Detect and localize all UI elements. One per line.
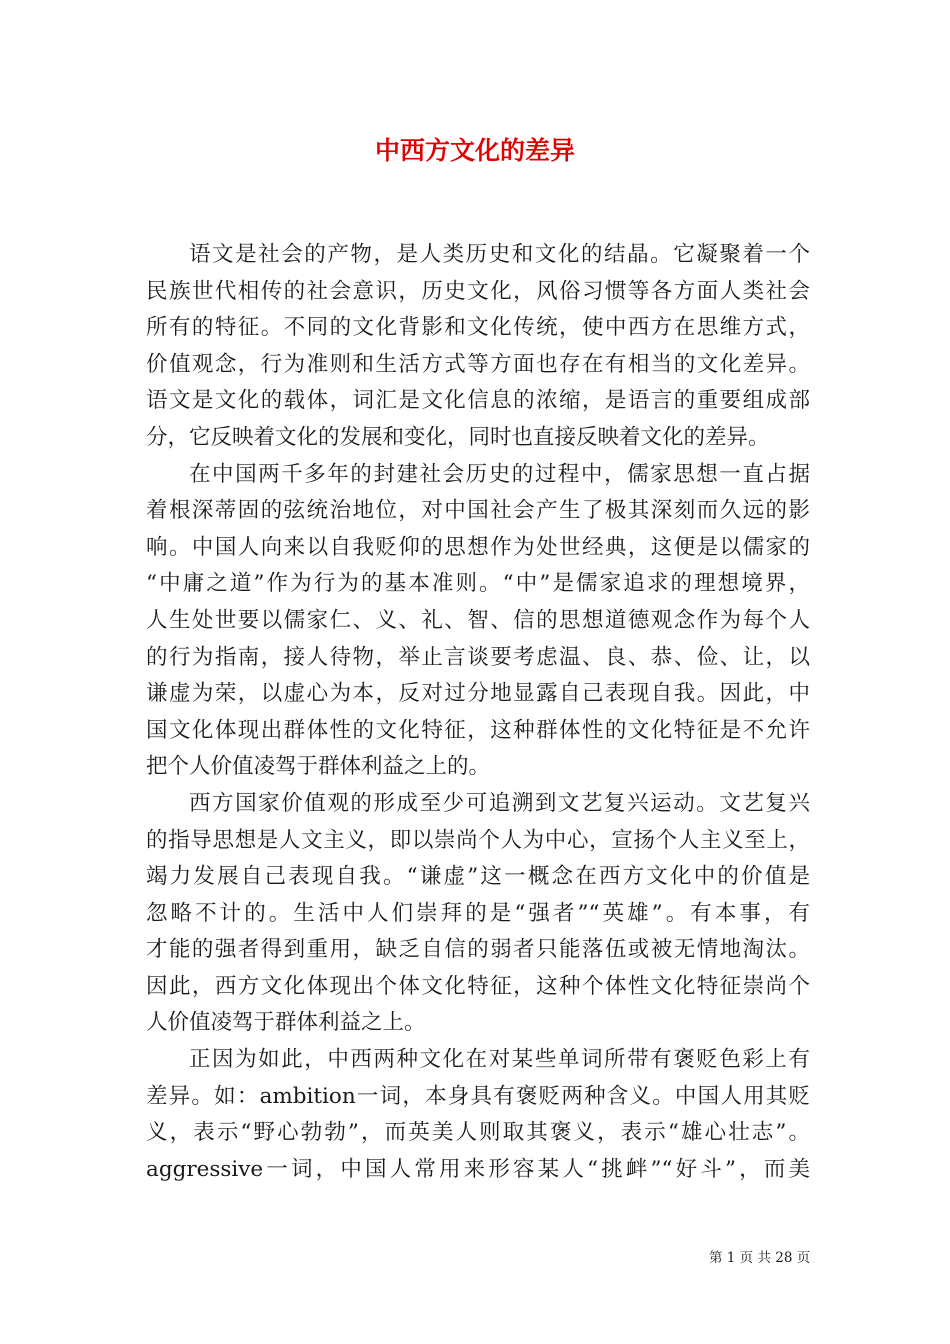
text-line: 忽略不计的。生活中人们崇拜的是“强者”“英雄”。有本事，有 xyxy=(146,900,810,926)
text-line: 民族世代相传的社会意识，历史文化，风俗习惯等各方面人类社会 xyxy=(146,278,810,304)
text-line: 差异。如：ambition一词，本身具有褒贬两种含义。中国人用其贬 xyxy=(146,1083,810,1109)
text-line: 人价值凌驾于群体利益之上。 xyxy=(146,1010,426,1036)
text-line: 的指导思想是人文主义，即以崇尚个人为中心，宣扬个人主义至上， xyxy=(146,827,810,853)
text-line: 响。中国人向来以自我贬仰的思想作为处世经典，这便是以儒家的 xyxy=(146,534,810,560)
text-line: 西方国家价值观的形成至少可追溯到文艺复兴运动。文艺复兴 xyxy=(189,790,810,816)
document-title: 中西方文化的差异 xyxy=(374,136,575,165)
text-line: 因此，西方文化体现出个体文化特征，这种个体性文化特征崇尚个 xyxy=(146,973,810,999)
text-line: 义，表示“野心勃勃”，而英美人则取其褒义，表示“雄心壮志”。 xyxy=(146,1120,810,1146)
text-line: 竭力发展自己表现自我。“谦虚”这一概念在西方文化中的价值是 xyxy=(146,864,810,890)
text-line: 语文是文化的载体，词汇是文化信息的浓缩，是语言的重要组成部 xyxy=(146,388,810,414)
text-line: 语文是社会的产物，是人类历史和文化的结晶。它凝聚着一个 xyxy=(189,242,810,267)
text-line: 在中国两千多年的封建社会历史的过程中，儒家思想一直占据 xyxy=(189,461,810,487)
text-line: 正因为如此，中西两种文化在对某些单词所带有褒贬色彩上有 xyxy=(189,1047,810,1073)
text-line: 所有的特征。不同的文化背影和文化传统，使中西方在思维方式， xyxy=(146,315,810,341)
document-body xyxy=(146,237,810,1188)
text-line: 的行为指南，接人待物，举止言谈要考虑温、良、恭、俭、让，以 xyxy=(146,644,810,670)
text-line: 着根深蒂固的弦统治地位，对中国社会产生了极其深刻而久远的影 xyxy=(146,498,810,524)
text-line: 谦虚为荣，以虚心为本，反对过分地显露自己表现自我。因此，中 xyxy=(146,681,810,707)
text-line: 人生处世要以儒家仁、义、礼、智、信的思想道德观念作为每个人 xyxy=(146,607,810,633)
text-line: 才能的强者得到重用，缺乏自信的弱者只能落伍或被无情地淘汰。 xyxy=(146,937,810,963)
text-line: “中庸之道”作为行为的基本准则。“中”是儒家追求的理想境界， xyxy=(146,571,810,597)
text-line: 价值观念，行为准则和生活方式等方面也存在有相当的文化差异。 xyxy=(146,351,810,377)
text-line: 分，它反映着文化的发展和变化，同时也直接反映着文化的差异。 xyxy=(146,424,770,450)
text-line: aggressive一词，中国人常用来形容某人“挑衅”“好斗”，而美 xyxy=(146,1156,810,1182)
page-number: 第 1 页 共 28 页 xyxy=(709,1250,811,1266)
text-line: 把个人价值凌驾于群体利益之上的。 xyxy=(146,754,491,780)
text-line: 国文化体现出群体性的文化特征，这种群体性的文化特征是不允许 xyxy=(146,717,810,743)
